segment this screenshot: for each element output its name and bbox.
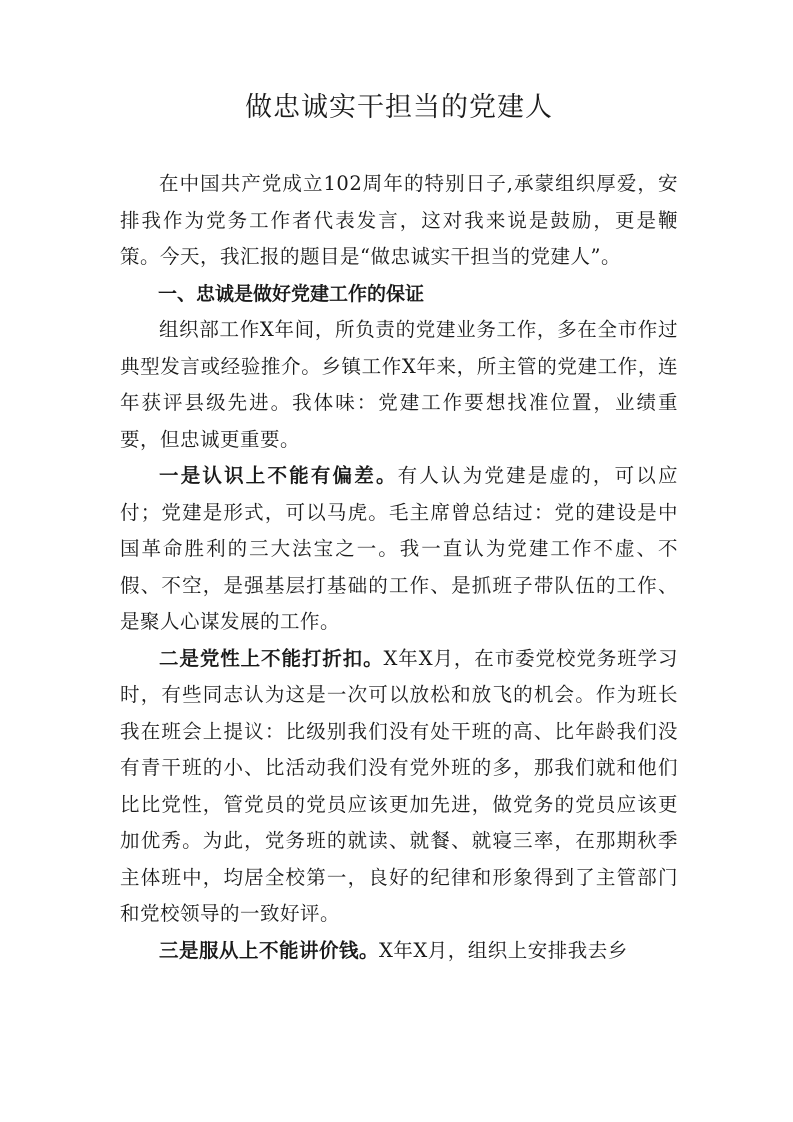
point-1-paragraph: [120, 458, 678, 641]
point-1-body: 有人认为党建是虚的，可以应付；党建是形式，可以马虎。毛主席曾总结过：党的建设是中国革命胜利的三大法宝之一。我一直认为党建工作不虚、不假、不空，是强基层打基础的工作、是抓班子带队伍的工作、是聚人心谋发展的工作。: [120, 464, 678, 633]
point-3-body: X年X月，组织上安排我去乡: [379, 938, 628, 962]
section-1-paragraph: 组织部工作X年间，所负责的党建业务工作，多在全市作过典型发言或经验推介。乡镇工作X年来，所主管的党建工作，连年获评县级先进。我体味：党建工作要想找准位置，业绩重要，但忠诚更重要。: [120, 318, 678, 451]
point-2-body: X年X月，在市委党校党务班学习时，有些同志认为这是一次可以放松和放飞的机会。作为班长我在班会上提议：比级别我们没有处干班的高、比年龄我们没有青干班的小、比活动我们没有党外班的多，那我们就和他们比比党性，管党员的党员应该更加先进，做党务的党员应该更加优秀。为此，党务班的就读、就餐、就寝三率，在那期秋季主体班中，均居全校第一，良好的纪律和形象得到了主管部门和党校领导的一致好评。: [120, 646, 678, 925]
document-page: [120, 88, 678, 969]
section-heading-1: 一、忠诚是做好党建工作的保证: [158, 282, 425, 305]
point-3-paragraph: [120, 933, 678, 970]
point-2-paragraph: [120, 641, 678, 933]
point-1-lead: 一是认识上不能有偏差。: [159, 464, 398, 487]
intro-paragraph: 在中国共产党成立102周年的特别日子,承蒙组织厚爱，安排我作为党务工作者代表发言，这对我来说是鼓励，更是鞭策。今天，我汇报的题目是“做忠诚实干担当的党建人”。: [120, 172, 678, 268]
point-2-lead: 二是党性上不能打折扣。: [159, 646, 384, 670]
document-title: 做忠诚实干担当的党建人: [245, 92, 553, 123]
point-3-lead: 三是服从上不能讲价钱。: [159, 938, 380, 962]
